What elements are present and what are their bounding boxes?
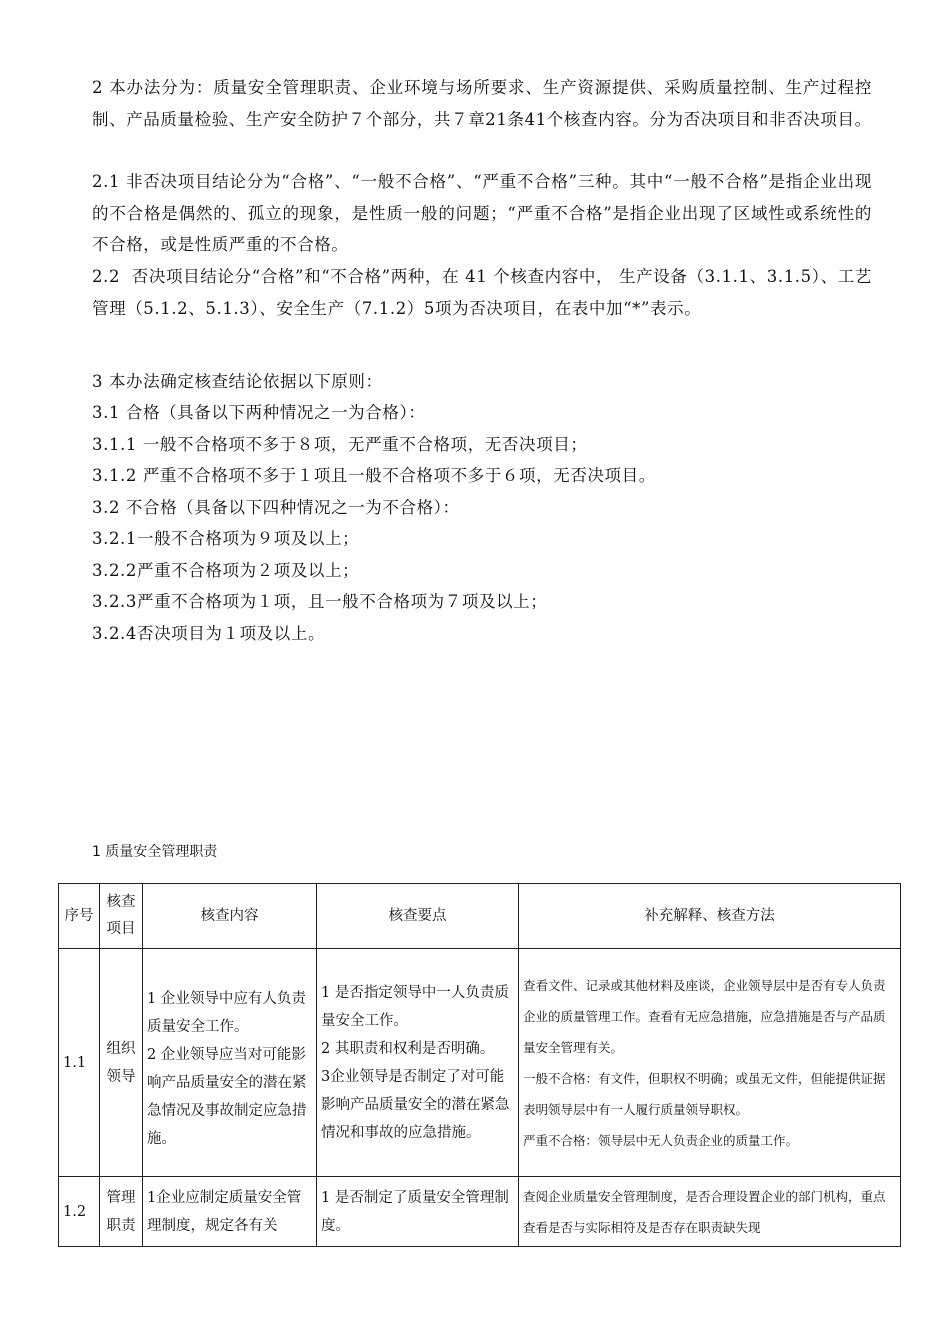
method-line: 查看文件、记录或其他材料及座谈，企业领导层中是否有专人负责企业的质量管理工作。查看有无应急措施，应急措施是否与产品质量安全管理有关。: [523, 977, 886, 1055]
table-row: [59, 1177, 901, 1247]
points-line: 2 其职责和权利是否明确。: [321, 1040, 495, 1057]
table-row: [59, 949, 901, 1177]
content-line: 1企业应制定质量安全管理制度，规定各有关: [147, 1189, 302, 1234]
header-item: 核查项目: [100, 884, 143, 949]
table-header-row: [59, 884, 901, 949]
header-points: 核查要点: [317, 884, 519, 949]
para-2-1: 2.1 非否决项目结论分为“合格”、“一般不合格”、“严重不合格”三种。其中“一般不合格”是指企业出现的不合格是偶然的、孤立的现象，是性质一般的问题；“严重不合格”是指企业出现了区域性或系统性的不合格，或是性质严重的不合格。: [92, 172, 872, 254]
row-method: [519, 1177, 901, 1247]
row-content: [143, 1177, 317, 1247]
method-line: 严重不合格：领导层中无人负责企业的质量工作。: [523, 1132, 799, 1148]
header-method: 补充解释、核查方法: [519, 884, 901, 949]
inspection-table: [58, 883, 901, 1247]
para-3-2-3: 3.2.3严重不合格项为１项，且一般不合格项为７项及以上；: [92, 592, 548, 611]
para-3-1: 3.1 合格（具备以下两种情况之一为合格）：: [92, 403, 426, 422]
method-line: 查阅企业质量安全管理制度，是否合理设置企业的部门机构，重点查看是否与实际相符及是否存在职责缺失现: [523, 1188, 886, 1235]
para-3-1-1: 3.1.1 一般不合格项不多于８项，无严重不合格项，无否决项目；: [92, 435, 588, 454]
points-line: 3企业领导是否制定了对可能影响产品质量安全的潜在紧急情况和事故的应急措施。: [321, 1068, 510, 1141]
para-3-1-2: 3.1.2 严重不合格项不多于１项且一般不合格项不多于６项，无否决项目。: [92, 466, 656, 485]
para-3-2-4: 3.2.4否决项目为１项及以上。: [92, 624, 326, 643]
para-3-2-2: 3.2.2严重不合格项为２项及以上；: [92, 561, 360, 580]
para-scope: 2 本办法分为：质量安全管理职责、企业环境与场所要求、生产资源提供、采购质量控制、生产过程控制、产品质量检验、生产安全防护７个部分，共７章21条41个核查内容。分为否决项目和非否决项目。: [92, 78, 872, 129]
row-points: [317, 949, 519, 1177]
points-line: 1 是否制定了质量安全管理制度。: [321, 1189, 509, 1234]
row-no: 1.1: [59, 949, 100, 1177]
header-content: 核查内容: [143, 884, 317, 949]
para-2-2: 2.2 否决项目结论分“合格”和“不合格”两种，在 41 个核查内容中， 生产设备（3.1.1、3.1.5）、工艺管理（5.1.2、5.1.3）、安全生产（7.1.2）5项为否决项目，在表中加“*”表示。: [92, 267, 872, 318]
row-item: 管理职责: [100, 1177, 143, 1247]
row-content: [143, 949, 317, 1177]
para-3-2: 3.2 不合格（具备以下四种情况之一为不合格）：: [92, 498, 460, 517]
content-line: 1 企业领导中应有人负责质量安全工作。: [147, 990, 306, 1035]
method-line: 一般不合格：有文件，但职权不明确；或虽无文件，但能提供证据表明领导层中有一人履行质量领导职权。: [523, 1070, 886, 1117]
points-line: 1 是否指定领导中一人负责质量安全工作。: [321, 984, 509, 1029]
row-method: [519, 949, 901, 1177]
para-3-2-1: 3.2.1一般不合格项为９项及以上；: [92, 529, 360, 548]
para-3: 3 本办法确定核查结论依据以下原则：: [92, 372, 383, 391]
content-line: 2 企业领导应当对可能影响产品质量安全的潜在紧急情况及事故制定应急措施。: [147, 1046, 307, 1147]
header-no: 序号: [59, 884, 100, 949]
row-points: [317, 1177, 519, 1247]
row-no: 1.2: [59, 1177, 100, 1247]
section-title: 1 质量安全管理职责: [92, 844, 218, 860]
row-item: 组织领导: [100, 949, 143, 1177]
